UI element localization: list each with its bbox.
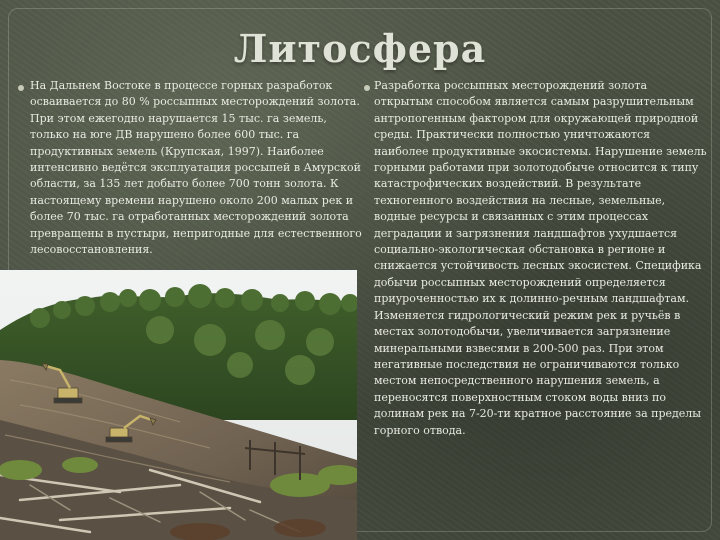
- slide-title: Литосфера: [233, 26, 487, 71]
- right-paragraph: Разработка россыпных месторождений золота открытым способом является самым разрушительным антропогенным фактором для окружающей природной среды. Практически полностью уничтожаются наиболее продуктивные экосистемы. Нарушение земель горными работами при золотодобыче относится к типу катастрофических воздействий. В результате техногенного воздействия на лесные, земельные, водные ресурсы и связанных с этим процессах деградации и загрязнения ландшафтов ухудшается социально-экологическая обстановка в регионе и снижается устойчивость лесных экосистем. Специфика добычи россыпных месторождений определяется приуроченностью их к долинно-речным ландшафтам. Изменяется гидрологический режим рек и ручьёв в местах золотодобычи, увеличивается загрязнение минеральными взвесями в 200-500 раз. При этом негативные последствия не ограничиваются только местом непосредственного нарушения земель, а переносятся поверхностным стоком воды вниз по долинам рек на 7-20-ти кратное расстояние за пределы горного отвода.: [374, 79, 707, 437]
- bullet-dot-icon: [364, 85, 370, 91]
- mining-site-image: [0, 270, 357, 540]
- bullet-dot-icon: [18, 85, 24, 91]
- left-paragraph: На Дальнем Востоке в процессе горных разработок осваивается до 80 % россыпных месторождений золота. При этом ежегодно нарушается 15 тыс. га земель, только на юге ДВ нарушено более 600 тыс. га продуктивных земель (Крупская, 1997). Наиболее интенсивно ведётся эксплуатация россыпей в Амурской области, за 135 лет добыто более 700 тонн золота. К настоящему времени нарушено около 200 малых рек и более 70 тыс. га отработанных месторождений золота превращены в пустыри, непригодные для естественного лесовосстановления.: [30, 79, 362, 257]
- mining-site-photo: [0, 270, 357, 540]
